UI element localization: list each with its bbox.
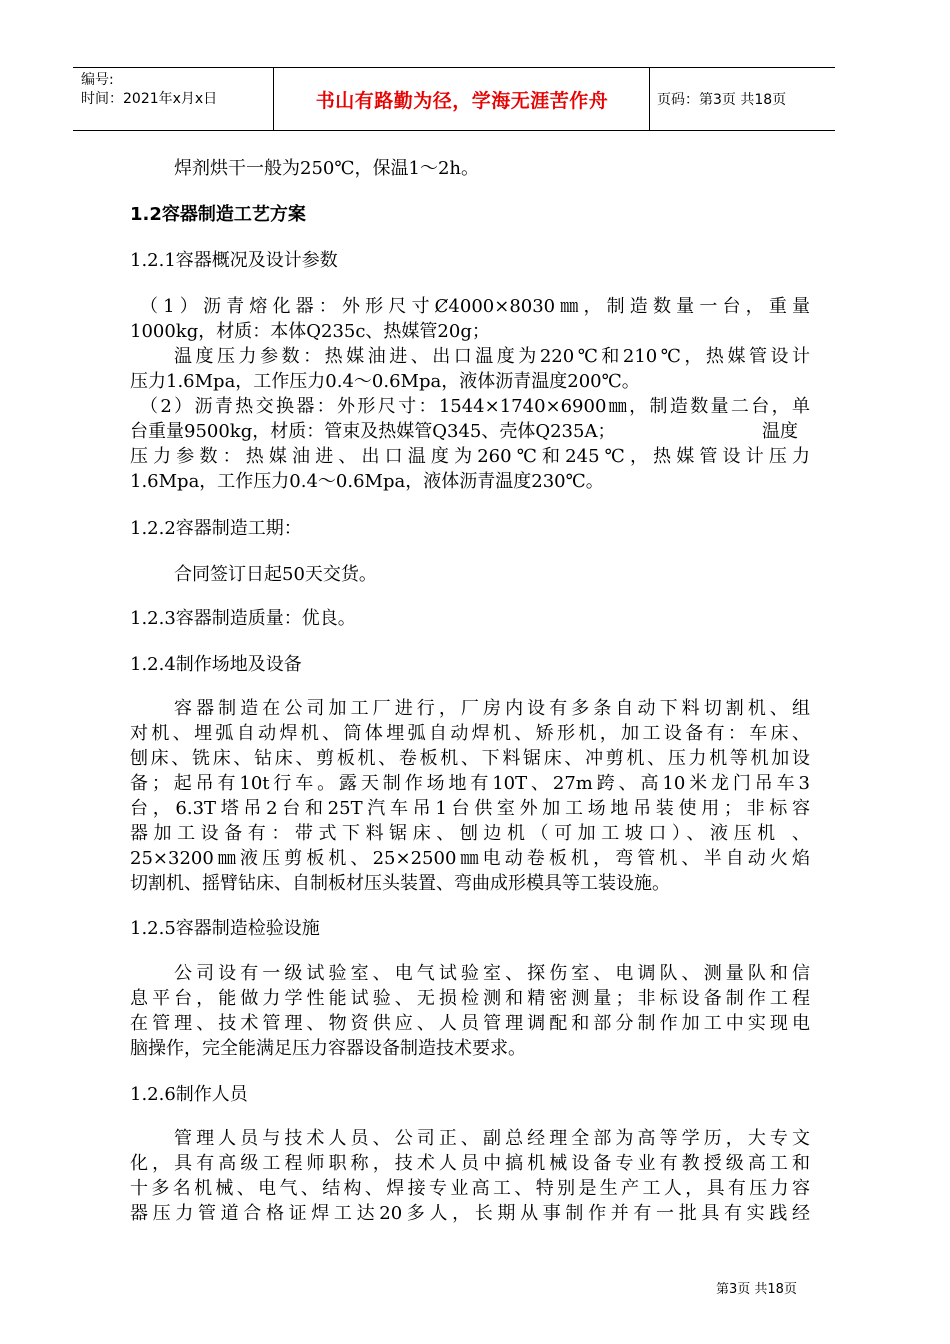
item2-line: 台重量9500kg，材质：管束及热媒管Q345、壳体Q235A； [130,421,616,442]
personnel-line: 管理人员与技术人员、公司正、副总经理全部为高等学历，大专文 [174,1128,810,1149]
item2-line: 温度 [762,421,798,442]
item1-line: （1）沥青熔化器：外形尺寸Ȼ4000×8030㎜，制造数量一台，重量 [140,296,810,317]
item2-line: 压力参数：热媒油进、出口温度为260℃和245℃，热媒管设计压力 [130,446,810,467]
header-meta [81,71,217,109]
section-heading-1-2: 1.2容器制造工艺方案 [130,204,306,225]
time-label: 时间：2021年x月x日 [81,91,218,107]
equipment-line: 备；起吊有10t行车。露天制作场地有10T、27m跨、高10米龙门吊车3 [130,773,810,794]
item2-line: （2）沥青热交换器：外形尺寸：1544×1740×6900㎜，制造数量二台，单 [140,396,810,417]
inspection-line: 脑操作，完全能满足压力容器设备制造技术要求。 [130,1038,526,1059]
subsection-heading-1-2-1: 1.2.1容器概况及设计参数 [130,250,338,271]
subsection-heading-1-2-6: 1.2.6制作人员 [130,1084,248,1105]
page-footer: 第3页 共18页 [716,1282,797,1297]
header-divider [273,68,274,130]
header-motto: 书山有路勤为径，学海无涯苦作舟 [315,89,609,112]
inspection-line: 息平台，能做力学性能试验、无损检测和精密测量；非标设备制作工程 [130,988,810,1009]
header-page-label: 页码：第3页 共18页 [657,92,787,108]
equipment-line: 对机、埋弧自动焊机、筒体埋弧自动焊机、矫形机，加工设备有：车床、 [130,723,810,744]
subsection-heading-1-2-4: 1.2.4制作场地及设备 [130,654,302,675]
equipment-line: 切割机、摇臂钻床、自制板材压头装置、弯曲成形模具等工装设施。 [130,873,670,894]
personnel-line: 器压力管道合格证焊工达20多人，长期从事制作并有一批具有实践经 [130,1203,810,1224]
paragraph-delivery: 合同签订日起50天交货。 [174,564,377,585]
header-divider [649,68,650,130]
inspection-line: 在管理、技术管理、物资供应、人员管理调配和部分制作加工中实现电 [130,1013,810,1034]
paragraph-flux-drying: 焊剂烘干一般为250℃，保温1～2h。 [174,158,479,179]
inspection-line: 公司设有一级试验室、电气试验室、探伤室、电调队、测量队和信 [174,963,810,984]
equipment-line: 台，6.3T塔吊2台和25T汽车吊1台供室外加工场地吊装使用；非标容 [130,798,810,819]
number-label: 编号: [81,72,114,88]
item1-line: 温度压力参数：热媒油进、出口温度为220℃和210℃，热媒管设计 [174,346,810,367]
item1-line: 压力1.6Mpa，工作压力0.4～0.6Mpa，液体沥青温度200℃。 [130,371,640,392]
equipment-line: 刨床、铣床、钻床、剪板机、卷板机、下料锯床、冲剪机、压力机等机加设 [130,748,810,769]
equipment-line: 25×3200㎜液压剪板机、25×2500㎜电动卷板机，弯管机、半自动火焰 [130,848,810,869]
subsection-heading-1-2-2: 1.2.2容器制造工期： [130,518,302,539]
subsection-heading-1-2-5: 1.2.5容器制造检验设施 [130,918,320,939]
subsection-heading-1-2-3: 1.2.3容器制造质量：优良。 [130,608,356,629]
equipment-line: 器加工设备有：带式下料锯床、刨边机（可加工坡口）、液压机 、 [130,823,810,844]
personnel-line: 十多名机械、电气、结构、焊接专业高工、特别是生产工人，具有压力容 [130,1178,810,1199]
item1-line: 1000kg，材质：本体Q235c、热媒管20g； [130,321,490,342]
item2-line: 1.6Mpa，工作压力0.4～0.6Mpa，液体沥青温度230℃。 [130,471,604,492]
equipment-line: 容器制造在公司加工厂进行，厂房内设有多条自动下料切割机、组 [174,698,810,719]
personnel-line: 化，具有高级工程师职称，技术人员中搞机械设备专业有教授级高工和 [130,1153,810,1174]
page-header [73,67,835,131]
